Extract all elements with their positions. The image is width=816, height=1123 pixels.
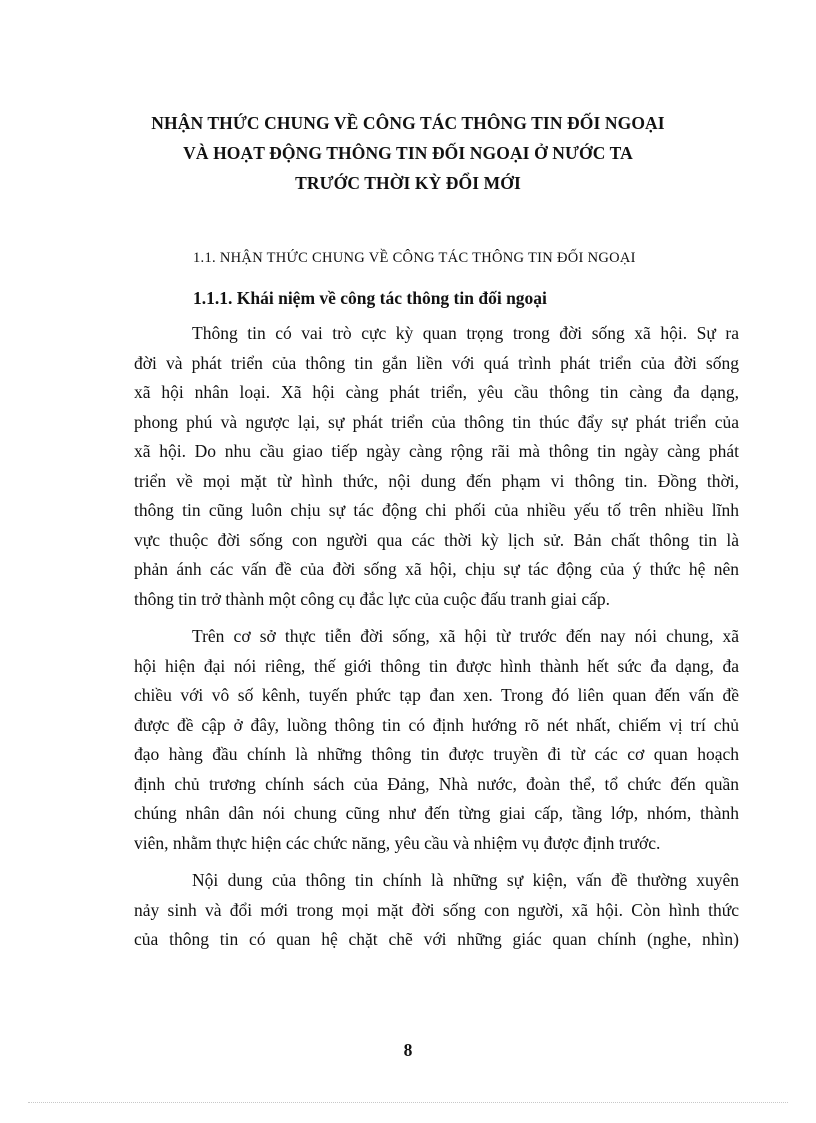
paragraph-line: chiều với vô số kênh, tuyến phức tạp đan xen. Trong đó liên quan đến vấn đề: [134, 685, 739, 705]
paragraph-line: thông tin trở thành một công cụ đắc lực của cuộc đấu tranh giai cấp.: [134, 588, 611, 609]
paragraph-line: xã hội nhân loại. Xã hội càng phát triển, yêu cầu thông tin càng đa dạng,: [134, 382, 739, 402]
paragraph-line: vực thuộc đời sống con người qua các thời kỳ lịch sử. Bản chất thông tin là: [134, 529, 739, 550]
paragraph: [134, 866, 739, 955]
paragraph-line: triển về mọi mặt từ hình thức, nội dung đến phạm vi thông tin. Đồng thời,: [134, 470, 739, 491]
paragraph-line: thông tin cũng luôn chịu sự tác động chi phối của nhiều yếu tố trên nhiều lĩnh: [134, 500, 739, 520]
paragraph-line: Thông tin có vai trò cực kỳ quan trọng trong đời sống xã hội. Sự ra: [192, 323, 739, 343]
paragraph-line: xã hội. Do nhu cầu giao tiếp ngày càng rộng rãi mà thông tin ngày càng phát: [134, 441, 739, 461]
paragraph-line: định chủ trương chính sách của Đảng, Nhà nước, đoàn thể, tổ chức đến quần: [134, 773, 739, 794]
paragraph: [134, 622, 739, 858]
page-number: 8: [403, 1040, 413, 1060]
paragraph: [134, 319, 739, 614]
paragraph-line: đạo hàng đầu chính là những thông tin được truyền đi từ các cơ quan hoạch: [134, 744, 739, 764]
paragraph-line: phản ánh các vấn đề của đời sống xã hội, chịu sự tác động của ý thức hệ nên: [134, 559, 739, 579]
paragraph-line: chúng nhân dân nói chung cũng như đến từng giai cấp, tầng lớp, nhóm, thành: [134, 803, 739, 823]
paragraph-line: hội hiện đại nói riêng, thế giới thông tin được hình thành hết sức đa dạng, đa: [134, 655, 739, 676]
footer-divider: [28, 1102, 788, 1103]
chapter-title: [100, 108, 716, 198]
paragraph-line: Nội dung của thông tin chính là những sự kiện, vấn đề thường xuyên: [192, 870, 739, 890]
chapter-title-line: NHẬN THỨC CHUNG VỀ CÔNG TÁC THÔNG TIN ĐỐI NGOẠI: [151, 113, 665, 133]
section-heading: 1.1. NHẬN THỨC CHUNG VỀ CÔNG TÁC THÔNG TIN ĐỐI NGOẠI: [193, 250, 636, 266]
paragraph-line: của thông tin có quan hệ chặt chẽ với những giác quan chính (nghe, nhìn): [134, 929, 739, 949]
body-text: [134, 319, 739, 963]
paragraph-line: phong phú và ngược lại, sự phát triển của thông tin thúc đẩy sự phát triển của: [134, 411, 739, 432]
paragraph-line: Trên cơ sở thực tiễn đời sống, xã hội từ trước đến nay nói chung, xã: [192, 626, 739, 646]
paragraph-line: nảy sinh và đổi mới trong mọi mặt đời sống con người, xã hội. Còn hình thức: [134, 899, 739, 920]
chapter-title-line: TRƯỚC THỜI KỲ ĐỔI MỚI: [295, 173, 521, 193]
paragraph-line: đời và phát triển của thông tin gắn liền với quá trình phát triển của đời sống: [134, 352, 739, 373]
subsection-heading: 1.1.1. Khái niệm về công tác thông tin đối ngoại: [193, 288, 547, 308]
paragraph-line: được đề cập ở đây, luồng thông tin có định hướng rõ nét nhất, chiếm vị trí chủ: [134, 714, 739, 735]
paragraph-line: viên, nhằm thực hiện các chức năng, yêu cầu và nhiệm vụ được định trước.: [134, 832, 661, 853]
chapter-title-line: VÀ HOẠT ĐỘNG THÔNG TIN ĐỐI NGOẠI Ở NƯỚC TA: [183, 143, 633, 163]
